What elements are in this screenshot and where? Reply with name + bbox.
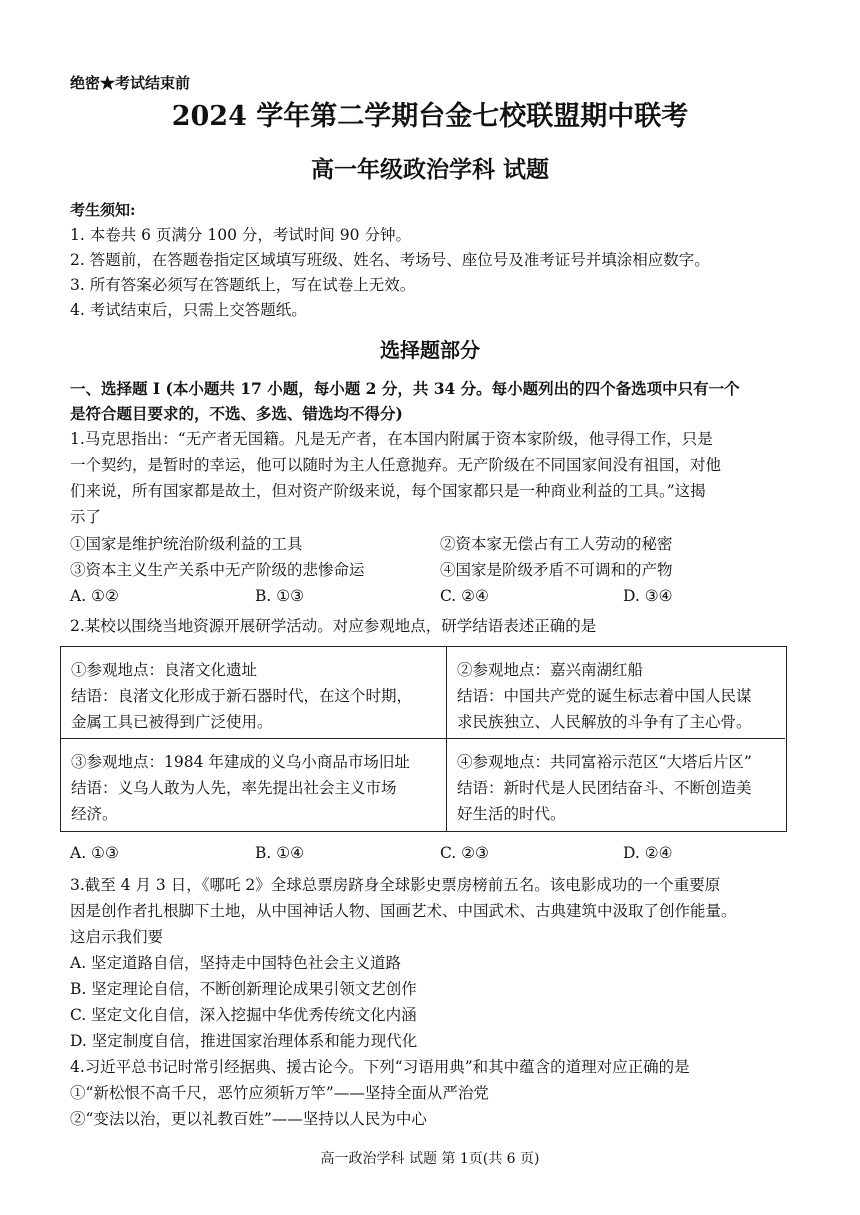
q2-option-b[interactable]: B. ①④ [255, 844, 305, 862]
exam-subtitle: 高一年级政治学科 试题 [310, 156, 549, 183]
cell-line: 结语：良渚文化形成于新石器时代，在这个时期， [71, 687, 413, 705]
q2-stem: 2.某校以围绕当地资源开展研学活动。对应参观地点，研学结语表述正确的是 [70, 617, 597, 635]
section-title: 选择题部分 [380, 338, 480, 362]
page-footer: 高一政治学科 试题 第 1页(共 6 页) [320, 1151, 540, 1167]
cell-line: 结语：新时代是人民团结奋斗、不断创造美 [457, 779, 752, 797]
q2-option-d[interactable]: D. ②④ [623, 844, 673, 862]
q3-option-a[interactable]: A. 坚定道路自信，坚持走中国特色社会主义道路 [70, 954, 402, 972]
notice-item: 3. 所有答案必须写在答题纸上，写在试卷上无效。 [70, 276, 416, 294]
cell-line: 求民族独立、人民解放的斗争有了主心骨。 [457, 713, 752, 731]
notice-item: 1. 本卷共 6 页满分 100 分，考试时间 90 分钟。 [70, 226, 411, 244]
q2-cell-4 [447, 739, 785, 831]
cell-line: 结语：中国共产党的诞生标志着中国人民谋 [457, 687, 752, 705]
q1-option-d[interactable]: D. ③④ [623, 587, 673, 605]
q1-option-c[interactable]: C. ②④ [440, 587, 489, 605]
notice-item: 2. 答题前，在答题卷指定区域填写班级、姓名、考场号、座位号及准考证号并填涂相应数字。 [70, 251, 710, 269]
q1-statement: ①国家是维护统治阶级利益的工具 [70, 535, 303, 553]
q3-option-c[interactable]: C. 坚定文化自信，深入挖掘中华优秀传统文化内涵 [70, 1006, 417, 1024]
q2-options [70, 844, 790, 866]
part-heading-line2: 是符合题目要求的，不选、多选、错选均不得分) [70, 404, 403, 423]
q2-table [60, 646, 787, 832]
cell-line: 经济。 [71, 805, 118, 823]
cell-line: ①参观地点：良渚文化遗址 [71, 661, 258, 679]
exam-title: 2024 学年第二学期台金七校联盟期中联考 [171, 101, 689, 132]
cell-line: ②参观地点：嘉兴南湖红船 [457, 661, 644, 679]
q1-stem-line: 们来说，所有国家都是故土，但对资产阶级来说，每个国家都只是一种商业利益的工具。”这揭 [70, 482, 706, 500]
q3-stem-line: 因是创作者扎根脚下土地，从中国神话人物、国画艺术、中国武术、古典建筑中汲取了创作能量。 [70, 902, 737, 920]
q3-option-d[interactable]: D. 坚定制度自信，推进国家治理体系和能力现代化 [70, 1032, 418, 1050]
q1-stem-line: 1.马克思指出：“无产者无国籍。凡是无产者，在本国内附属于资本家阶级，他寻得工作，只是 [70, 430, 713, 448]
q2-option-a[interactable]: A. ①③ [70, 844, 119, 862]
q3-option-b[interactable]: B. 坚定理论自信，不断创新理论成果引领文艺创作 [70, 980, 417, 998]
cell-line: ④参观地点：共同富裕示范区“大塔后片区” [457, 753, 752, 771]
q1-option-b[interactable]: B. ①③ [255, 587, 305, 605]
q1-statement: ②资本家无偿占有工人劳动的秘密 [440, 535, 673, 553]
part-heading-line1: 一、选择题 I (本小题共 17 小题，每小题 2 分，共 34 分。每小题列出的四个备选项中只有一个 [70, 379, 740, 398]
q4-stem: 4.习近平总书记时常引经据典、援古论今。下列“习语用典”和其中蕴含的道理对应正确的是 [70, 1058, 690, 1076]
notice-item: 4. 考试结束后，只需上交答题纸。 [70, 301, 307, 319]
q1-statement: ④国家是阶级矛盾不可调和的产物 [440, 561, 673, 579]
q2-cell-1 [61, 647, 447, 739]
q2-cell-2 [447, 647, 785, 739]
cell-line: 好生活的时代。 [457, 805, 566, 823]
cell-line: ③参观地点：1984 年建成的义乌小商品市场旧址 [71, 753, 410, 771]
q1-statement: ③资本主义生产关系中无产阶级的悲惨命运 [70, 561, 365, 579]
q4-item: ①“新松恨不高千尺，恶竹应须斩万竿”——坚持全面从严治党 [70, 1084, 489, 1102]
q2-option-c[interactable]: C. ②③ [440, 844, 489, 862]
q1-options [70, 587, 790, 609]
q3-stem-line: 这启示我们要 [70, 928, 164, 946]
q1-stem-line: 一个契约，是暂时的幸运，他可以随时为主人任意抛弃。无产阶级在不同国家间没有祖国，对他 [70, 456, 722, 474]
q2-cell-3 [61, 739, 447, 831]
cell-line: 结语：义乌人敢为人先，率先提出社会主义市场 [71, 779, 397, 797]
notice-heading: 考生须知: [70, 201, 136, 219]
q3-stem-line: 3.截至 4 月 3 日，《哪吒 2》全球总票房跻身全球影史票房榜前五名。该电影成功的一个重要原 [70, 876, 721, 894]
q1-option-a[interactable]: A. ①② [70, 587, 119, 605]
q1-stem-line: 示了 [70, 508, 102, 526]
q4-item: ②“变法以治，更以礼教百姓”——坚持以人民为中心 [70, 1110, 427, 1128]
confidential-label: 绝密★考试结束前 [70, 74, 191, 92]
cell-line: 金属工具已被得到广泛使用。 [71, 713, 273, 731]
